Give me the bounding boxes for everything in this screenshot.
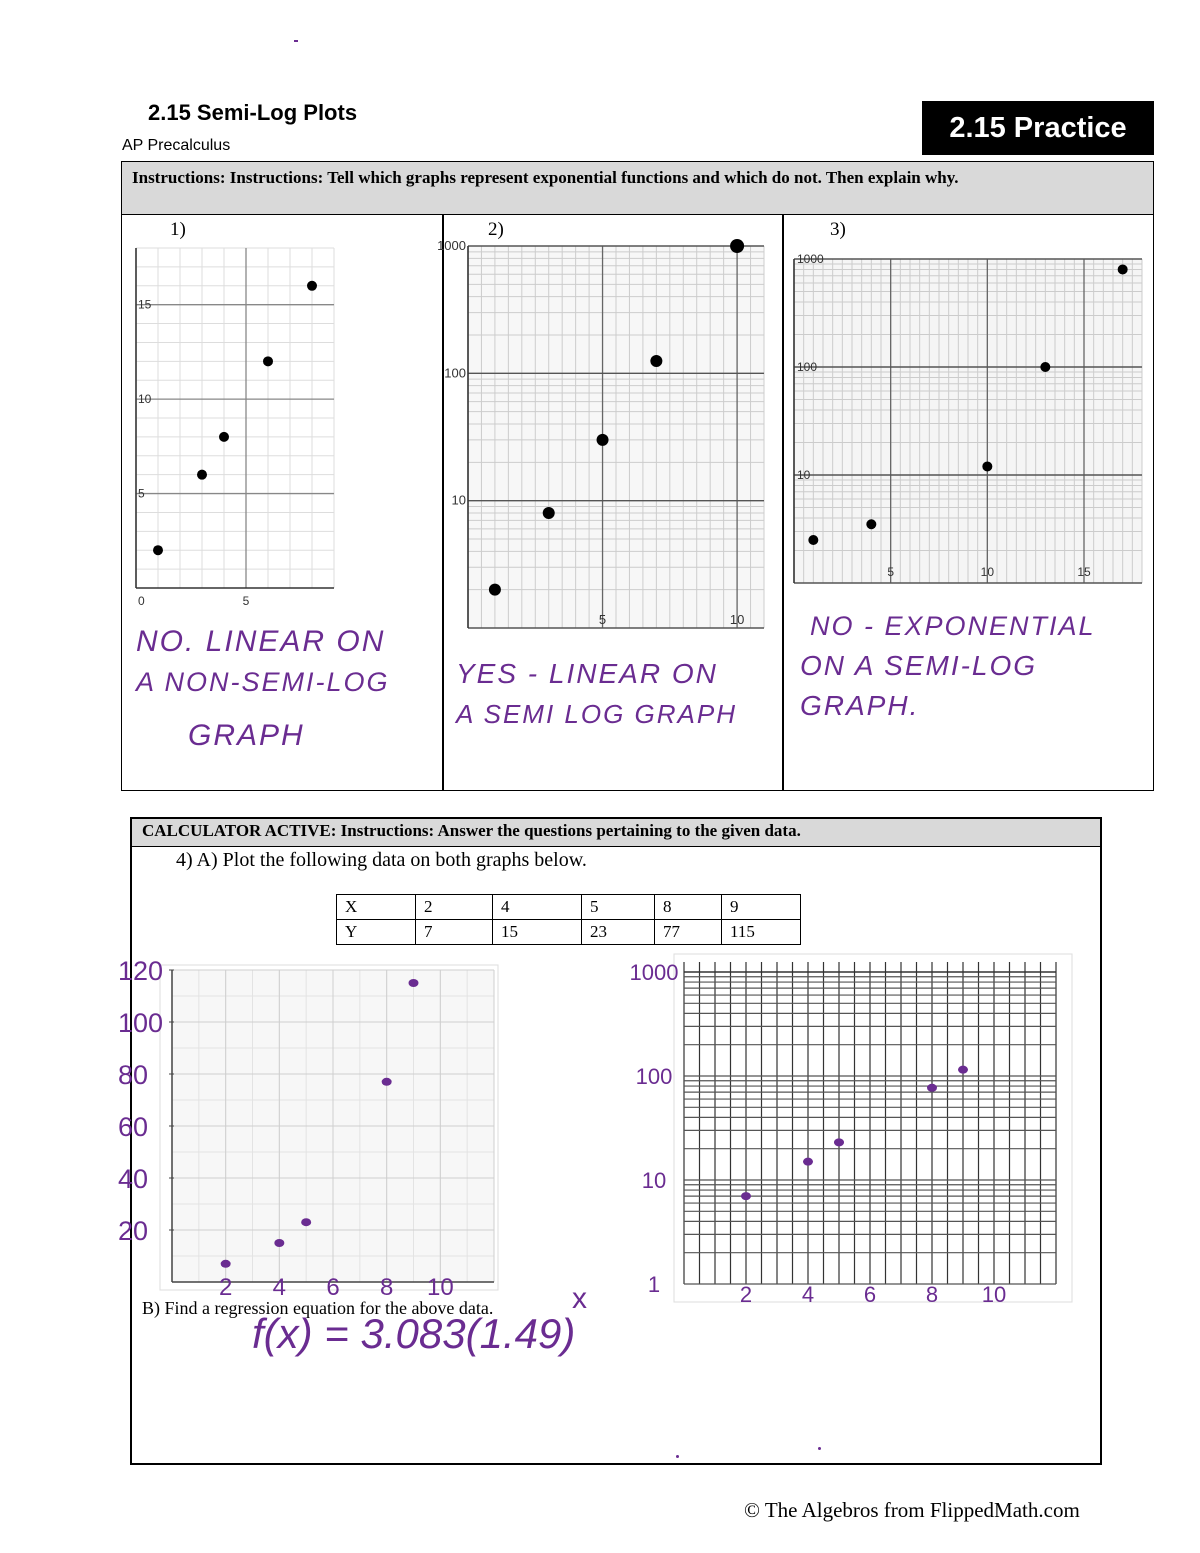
graph-4a-semilog	[620, 952, 1075, 1307]
divider-2	[782, 215, 784, 791]
tick-label: 15	[1077, 565, 1091, 579]
tick-label: 10	[729, 612, 745, 627]
graph-frame	[674, 954, 1072, 1302]
data-point	[307, 281, 317, 291]
worksheet-title: 2.15 Semi-Log Plots	[148, 100, 358, 125]
problem-1-number: 1)	[170, 219, 186, 240]
answer-3	[800, 606, 1150, 726]
data-point	[834, 1138, 844, 1146]
answer-1	[136, 622, 441, 756]
data-point	[866, 519, 876, 529]
table-cell: Y	[337, 920, 416, 945]
data-point	[650, 355, 662, 367]
regression-exponent: x	[572, 1282, 587, 1315]
answer-3-line-2: ON A SEMI-LOG	[800, 650, 1038, 681]
regression-answer	[252, 1310, 575, 1358]
tick-label: 1000	[797, 252, 824, 266]
axis-label-handwritten: 100	[118, 1008, 164, 1038]
tick-label: 100	[797, 360, 818, 374]
tick-label: 0	[138, 594, 145, 608]
graph-2	[437, 238, 767, 635]
answer-1-line-1: NO. LINEAR ON	[136, 625, 386, 658]
table-cell: 23	[582, 920, 655, 945]
axis-label-handwritten: 2	[218, 1274, 233, 1301]
data-table	[336, 894, 801, 945]
axis-label-handwritten: 10	[426, 1274, 454, 1301]
table-cell: 15	[493, 920, 582, 945]
question-4b: B) Find a regression equation for the above data.	[142, 1298, 494, 1318]
axis-label-handwritten: 1	[647, 1272, 661, 1297]
axis-label-handwritten: 8	[925, 1282, 939, 1307]
axis-label-handwritten: 6	[326, 1274, 340, 1301]
course-name: AP Precalculus	[122, 137, 231, 154]
section2-instructions: CALCULATOR ACTIVE: Instructions: Answer the questions pertaining to the given data.	[132, 819, 1100, 847]
data-point	[382, 1078, 392, 1086]
data-point	[543, 507, 555, 519]
tick-label: 10	[797, 468, 811, 482]
data-point	[1040, 362, 1050, 372]
table-cell: 7	[416, 920, 493, 945]
question-4a: 4) A) Plot the following data on both graphs below.	[176, 849, 587, 871]
axis-label-handwritten: 100	[635, 1064, 673, 1089]
graph-4a-linear	[110, 955, 505, 1301]
data-point	[741, 1192, 751, 1200]
table-row-y	[337, 920, 801, 945]
table-cell: 9	[722, 895, 801, 920]
graph-3	[790, 252, 1146, 585]
regression-equation: f(x) = 3.083(1.49)	[252, 1310, 576, 1357]
data-point	[803, 1158, 813, 1166]
stray-mark	[294, 40, 298, 42]
problem-2-number: 2)	[488, 219, 504, 240]
table-cell: 5	[582, 895, 655, 920]
tick-label: 10	[138, 392, 152, 407]
divider-1	[442, 215, 444, 791]
practice-badge: 2.15 Practice	[922, 101, 1154, 155]
graph-1	[128, 240, 338, 610]
axis-label-handwritten: 80	[118, 1060, 149, 1090]
axis-label-handwritten: 2	[739, 1282, 753, 1307]
tick-label: 5	[242, 594, 250, 608]
data-point	[730, 239, 744, 253]
table-cell: 115	[722, 920, 801, 945]
table-cell: 8	[655, 895, 722, 920]
stray-dot	[676, 1455, 679, 1458]
section1-instructions: Instructions: Instructions: Tell which graphs represent exponential functions and which do not. Then explain why.	[122, 162, 1153, 215]
data-point	[982, 461, 992, 471]
copyright-footer: © The Algebros from FlippedMath.com	[744, 1498, 1080, 1522]
axis-label-handwritten: 4	[272, 1274, 287, 1301]
tick-label: 15	[138, 297, 152, 312]
data-point	[221, 1260, 231, 1268]
tick-label: 5	[138, 486, 145, 501]
tick-label: 100	[444, 365, 466, 381]
axis-label-handwritten: 60	[118, 1112, 149, 1142]
table-cell: 4	[493, 895, 582, 920]
tick-label: 10	[451, 492, 466, 508]
axis-label-handwritten: 4	[801, 1282, 815, 1307]
answer-3-line-3: GRAPH.	[800, 690, 920, 721]
data-point	[927, 1084, 937, 1092]
axis-label-handwritten: 20	[118, 1216, 149, 1246]
stray-dot	[818, 1447, 821, 1450]
answer-2-line-2: A SEMI LOG GRAPH	[456, 699, 737, 729]
answer-1-line-2: A NON-SEMI-LOG	[136, 667, 390, 697]
data-point	[808, 535, 818, 545]
axis-label-handwritten: 6	[863, 1282, 877, 1307]
tick-label: 5	[598, 612, 607, 627]
table-cell: 2	[416, 895, 493, 920]
axis-label-handwritten: 120	[118, 956, 164, 986]
data-point	[409, 979, 419, 987]
data-point	[219, 432, 229, 442]
tick-label: 10	[980, 565, 995, 579]
data-point	[597, 434, 609, 446]
answer-2	[456, 654, 776, 734]
axis-label-handwritten: 1000	[629, 960, 679, 985]
table-cell: 77	[655, 920, 722, 945]
problem-3-number: 3)	[830, 219, 846, 240]
answer-2-line-1: YES - LINEAR ON	[456, 658, 718, 689]
data-point	[301, 1218, 311, 1226]
data-point	[489, 584, 501, 596]
axis-label-handwritten: 10	[981, 1282, 1007, 1307]
tick-label: 5	[887, 565, 895, 579]
data-point	[197, 470, 207, 480]
answer-1-line-3: GRAPH	[188, 719, 305, 752]
axis-label-handwritten: 8	[379, 1274, 394, 1301]
table-row-x	[337, 895, 801, 920]
data-point	[958, 1066, 968, 1074]
data-point	[153, 545, 163, 555]
data-point	[274, 1239, 284, 1247]
answer-3-line-1: NO - EXPONENTIAL	[810, 611, 1096, 641]
table-cell: X	[337, 895, 416, 920]
axis-label-handwritten: 40	[118, 1164, 149, 1194]
data-point	[263, 356, 273, 366]
tick-label: 1000	[437, 238, 466, 253]
data-point	[1118, 264, 1128, 274]
axis-label-handwritten: 10	[641, 1168, 667, 1193]
